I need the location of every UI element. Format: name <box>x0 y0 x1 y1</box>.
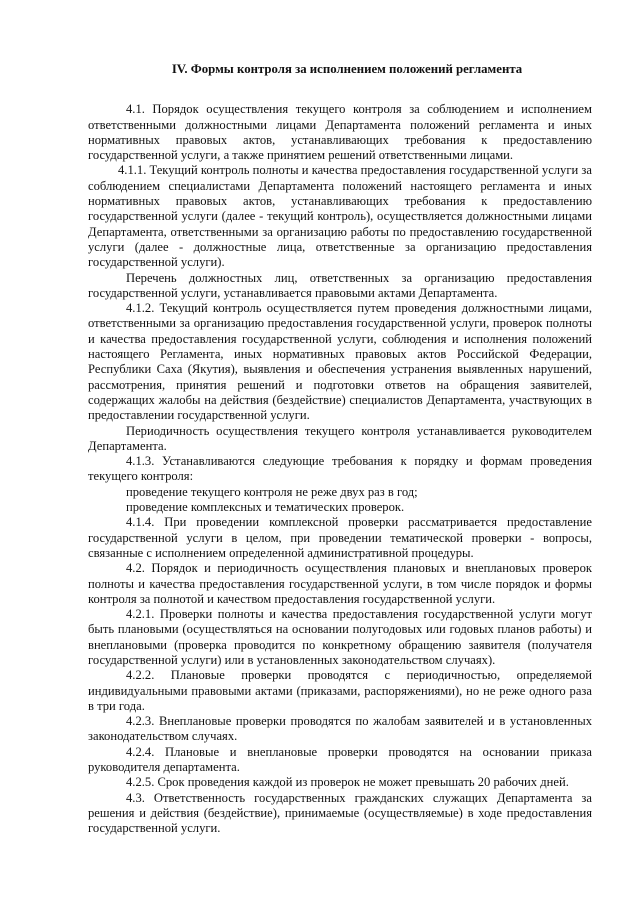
paragraph-4-1-2: 4.1.2. Текущий контроль осуществляется путем проведения должностными лицами, ответственными за организацию предоставления государственной услуги, проверок полноты и качества предоставления государственной услуги, соблюдения и исполнения положений настоящего Регламента, иных нормативных правовых актов Российской Федерации, Республики Саха (Якутия), выявления и обеспечения устранения выявленных нарушений, рассмотрения, принятия решений и подготовки ответов на обращения заявителей, содержащих жалобы на действия (бездействие) специалистов Департамента, участвующих в предоставлении государственной услуги. <box>88 301 592 423</box>
paragraph-4-2-3: 4.2.3. Внеплановые проверки проводятся по жалобам заявителей и в установленных законодательством случаях. <box>88 714 592 744</box>
paragraph-4-1-4: 4.1.4. При проведении комплексной проверки рассматривается предоставление государственной услуги в целом, при проведении тематической проверки - вопросы, связанные с исполнением определенной административной процедуры. <box>88 515 592 560</box>
paragraph-4-2-4: 4.2.4. Плановые и внеплановые проверки проводятся на основании приказа руководителя департамента. <box>88 744 592 775</box>
paragraph-4-2: 4.2. Порядок и периодичность осуществления плановых и внеплановых проверок полноты и качества предоставления государственной услуги, в том числе порядок и формы контроля за полнотой и качеством предоставления государственной услуги. <box>88 561 592 606</box>
paragraph-officials-list: Перечень должностных лиц, ответственных за организацию предоставления государственной услуги, устанавливается правовыми актами Департамента. <box>88 270 592 300</box>
paragraph-4-1: 4.1. Порядок осуществления текущего контроля за соблюдением и исполнением ответственными должностными лицами Департамента положений регламента и иных нормативных правовых актов, устанавливающих требования к предоставлению государственной услуги, а также принятием решений ответственными лицами. <box>88 102 592 163</box>
paragraph-4-3: 4.3. Ответственность государственных гражданских служащих Департамента за решения и действия (бездействие), принимаемые (осуществляемые) в ходе предоставления государственной услуги. <box>88 790 592 836</box>
section-title: IV. Формы контроля за исполнением положений регламента <box>171 62 523 76</box>
paragraph-4-1-3: 4.1.3. Устанавливаются следующие требования к порядку и формам проведения текущего контроля: <box>88 454 592 484</box>
list-item: проведение текущего контроля не реже двух раз в год; <box>126 484 418 499</box>
list-item: проведение комплексных и тематических проверок. <box>126 500 405 515</box>
paragraph-periodicity: Периодичность осуществления текущего контроля устанавливается руководителем Департамента. <box>88 423 592 453</box>
paragraph-4-2-1: 4.2.1. Проверки полноты и качества предоставления государственной услуги могут быть плановыми (осуществляться на основании полугодовых или годовых планов работы) и внеплановыми (проверка проводится по конкретному обращению заявителя (получателя государственной услуги) или в установленных законодательством случаях). <box>88 607 592 667</box>
document-page <box>88 62 592 837</box>
paragraph-4-2-2: 4.2.2. Плановые проверки проводятся с периодичностью, определяемой индивидуальными правовыми актами (приказами, распоряжениями), но не реже одного раза в три года. <box>88 668 592 713</box>
paragraph-4-1-1: 4.1.1. Текущий контроль полноты и качества предоставления государственной услуги за соблюдением специалистами Департамента положений настоящего регламента и иных нормативных правовых актов, устанавливающих требования к предоставлению государственной услуги (далее - текущий контроль), осуществляется должностными лицами Департамента, ответственными за организацию работы по предоставлению государственной услуги (далее - должностные лица, ответственные за организацию предоставления государственной услуги). <box>88 163 592 270</box>
paragraph-4-2-5: 4.2.5. Срок проведения каждой из проверок не может превышать 20 рабочих дней. <box>126 775 569 790</box>
